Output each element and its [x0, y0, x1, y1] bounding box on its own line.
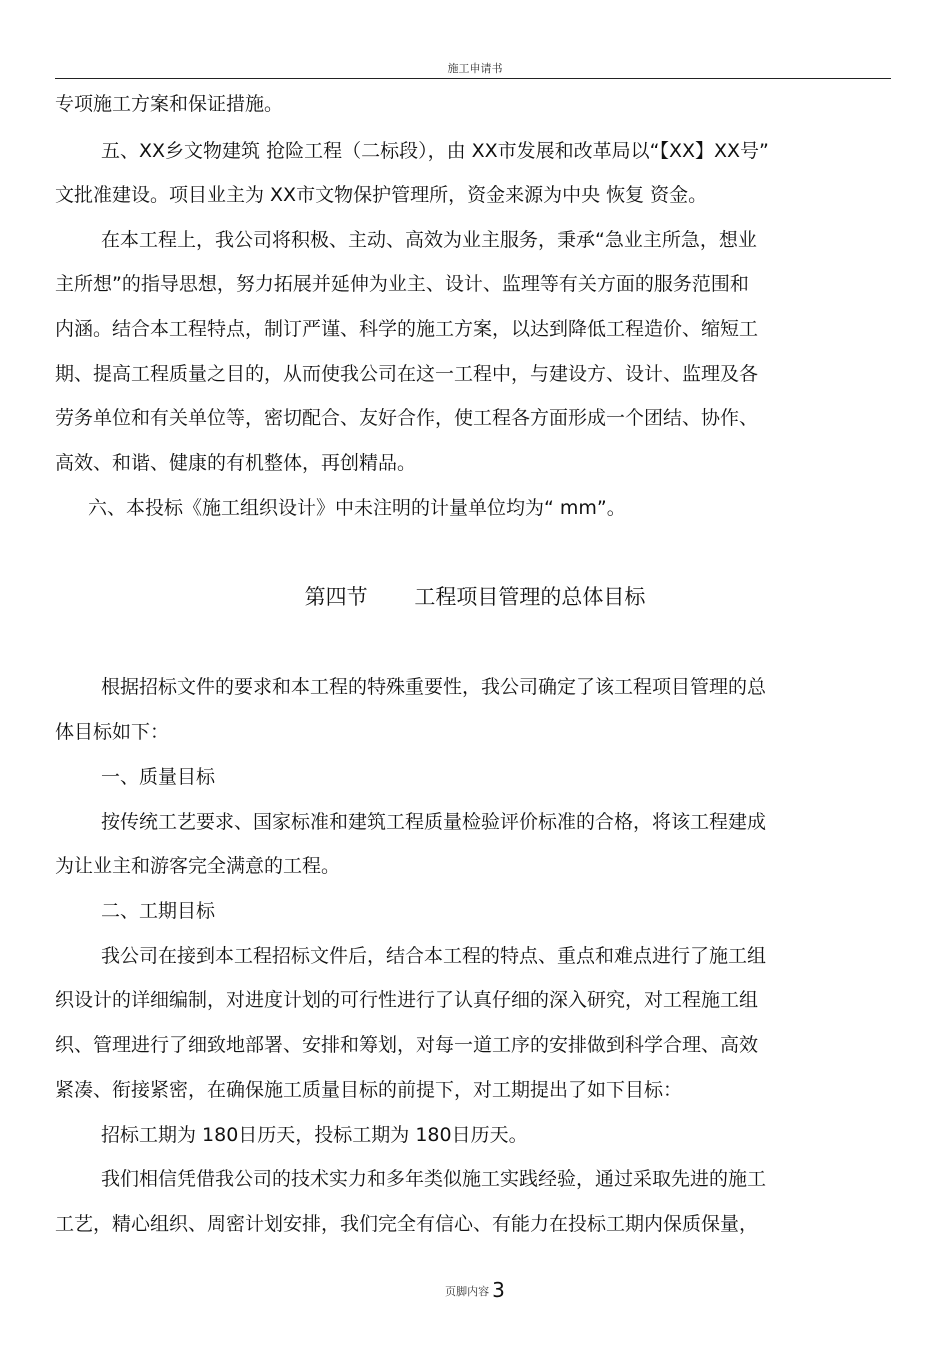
body-line: 按传统工艺要求、国家标准和建筑工程质量检验评价标准的合格，将该工程建成: [101, 811, 767, 833]
body-line: 在本工程上，我公司将积极、主动、高效为业主服务，秉承“急业主所急，想业: [101, 229, 757, 251]
body-line: 专项施工方案和保证措施。: [55, 93, 284, 115]
body-line: 我公司在接到本工程招标文件后，结合本工程的特点、重点和难点进行了施工组: [101, 945, 767, 967]
subsection-heading-schedule: 二、工期目标: [101, 900, 216, 922]
body-line: 内涵。结合本工程特点，制订严谨、科学的施工方案，以达到降低工程造价、缩短工: [55, 318, 759, 340]
body-line: 为让业主和游客完全满意的工程。: [55, 855, 341, 877]
page-footer: [0, 1278, 950, 1302]
body-line: 期、提高工程质量之目的，从而使我公司在这一工程中，与建设方、设计、监理及各: [55, 363, 759, 385]
page-header: 施工申请书: [447, 62, 503, 75]
body-line: 紧凑、衔接紧密，在确保施工质量目标的前提下，对工期提出了如下目标：: [55, 1079, 683, 1101]
body-line: 我们相信凭借我公司的技术实力和多年类似施工实践经验，通过采取先进的施工: [101, 1168, 767, 1190]
body-line: 劳务单位和有关单位等，密切配合、友好合作，使工程各方面形成一个团结、协作、: [55, 407, 759, 429]
page-number: 3: [492, 1278, 505, 1302]
body-line: 招标工期为 180日历天，投标工期为 180日历天。: [101, 1124, 528, 1146]
body-line: 五、XX乡文物建筑 抢险工程（二标段），由 XX市发展和改革局以“【XX】XX号”: [101, 140, 769, 162]
body-line: 织设计的详细编制，对进度计划的可行性进行了认真仔细的深入研究，对工程施工组: [55, 989, 759, 1011]
body-line: 工艺，精心组织、周密计划安排，我们完全有信心、有能力在投标工期内保质保量，: [55, 1213, 759, 1235]
body-line: 主所想”的指导思想，努力拓展并延伸为业主、设计、监理等有关方面的服务范围和: [55, 273, 749, 295]
body-line: 根据招标文件的要求和本工程的特殊重要性，我公司确定了该工程项目管理的总: [101, 676, 767, 698]
body-line: 文批准建设。项目业主为 XX市文物保护管理所，资金来源为中央 恢复 资金。: [55, 184, 708, 206]
body-line: 六、本投标《施工组织设计》中未注明的计量单位均为“ mm”。: [88, 497, 626, 519]
footer-label: 页脚内容: [445, 1285, 490, 1298]
body-line: 高效、和谐、健康的有机整体，再创精品。: [55, 452, 417, 474]
header-divider: [55, 78, 891, 79]
subsection-heading-quality: 一、质量目标: [101, 766, 216, 788]
body-line: 体目标如下：: [55, 721, 170, 743]
body-line: 织、管理进行了细致地部署、安排和筹划，对每一道工序的安排做到科学合理、高效: [55, 1034, 759, 1056]
section-heading: 第四节 工程项目管理的总体目标: [304, 585, 646, 609]
